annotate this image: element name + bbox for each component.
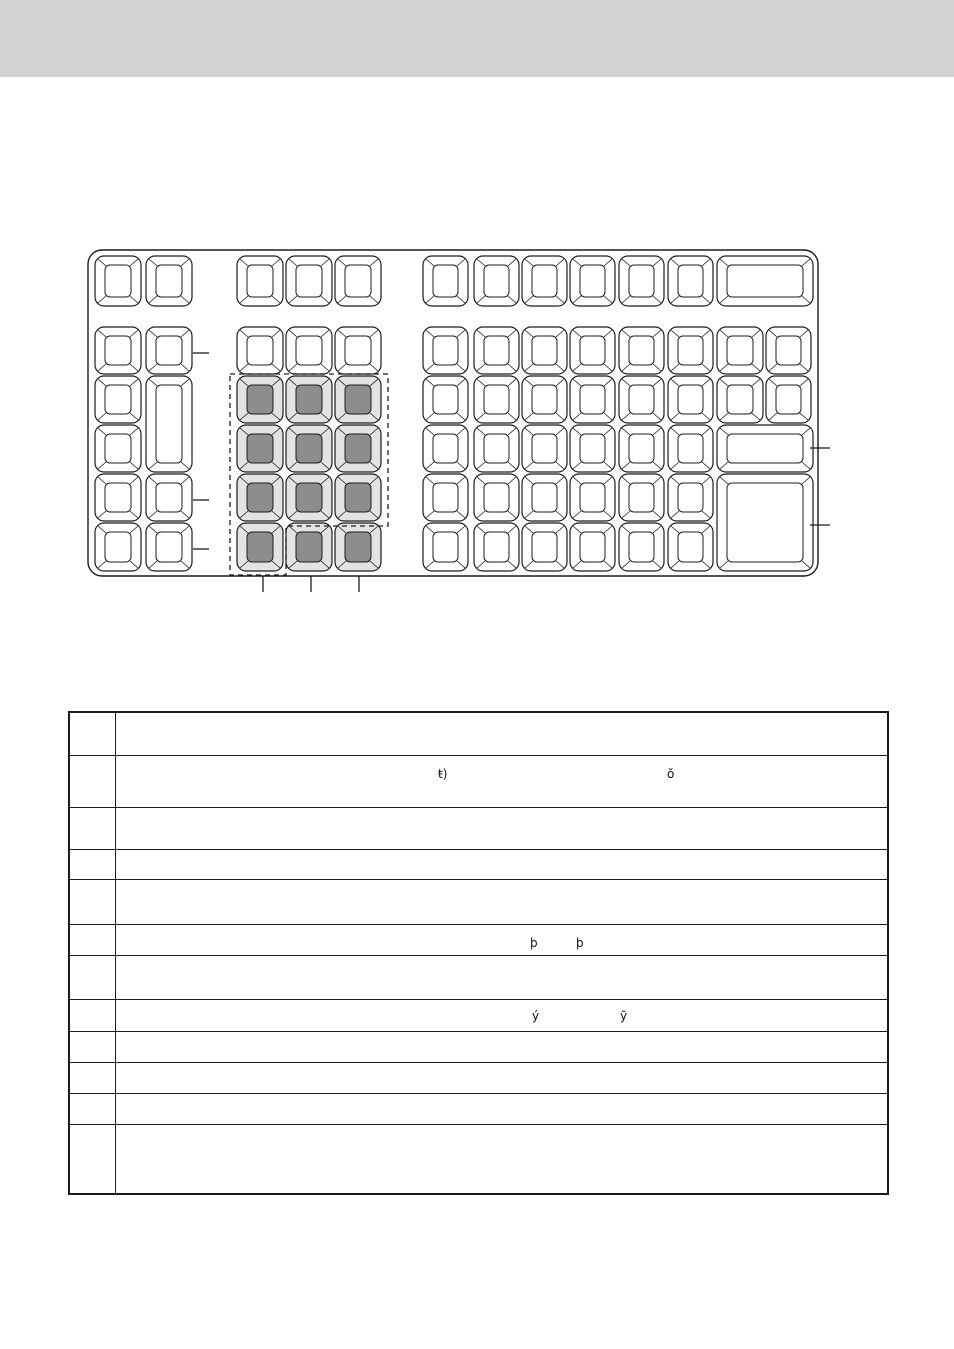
keyboard-key-shaded	[237, 474, 283, 521]
keyboard-key	[423, 474, 468, 521]
keyboard-key-shaded	[335, 425, 381, 472]
keyboard-key-shaded	[237, 523, 283, 571]
keyboard-key	[95, 425, 141, 472]
keyboard-key	[522, 376, 567, 423]
table-row	[70, 807, 887, 849]
keyboard-key	[474, 474, 519, 521]
keyboard-diagram	[0, 0, 954, 640]
row-number-cell	[70, 713, 116, 755]
keyboard-key	[619, 474, 664, 521]
table-row	[70, 955, 887, 999]
text-artifact: þ	[530, 936, 538, 950]
table-row	[70, 713, 887, 755]
keyboard-key	[286, 256, 332, 306]
keyboard-key	[146, 256, 192, 306]
keyboard-key	[423, 376, 468, 423]
keyboard-key	[95, 474, 141, 521]
keyboard-key	[766, 376, 811, 423]
row-number-cell	[70, 808, 116, 849]
table-row	[70, 755, 887, 807]
row-number-cell	[70, 1063, 116, 1093]
keyboard-key	[570, 256, 615, 306]
keyboard-key	[522, 327, 567, 374]
row-number-cell	[70, 1094, 116, 1124]
keyboard-key-shaded	[237, 376, 283, 423]
keyboard-key	[668, 425, 713, 472]
row-number-cell	[70, 925, 116, 955]
keyboard-key-shaded	[286, 523, 332, 571]
keyboard-key	[146, 327, 192, 374]
text-artifact: ỹ	[620, 1009, 628, 1023]
keyboard-key	[335, 256, 381, 306]
keyboard-key	[95, 523, 141, 571]
keyboard-key	[474, 256, 519, 306]
table-row	[70, 879, 887, 924]
keyboard-key	[570, 376, 615, 423]
keyboard-key	[237, 256, 283, 306]
keyboard-key	[570, 474, 615, 521]
keyboard-key	[619, 523, 664, 571]
keyboard-key	[717, 376, 763, 423]
text-artifact: ŏ	[667, 767, 675, 781]
keyboard-key-shaded	[237, 425, 283, 472]
table-row	[70, 849, 887, 879]
keyboard-key	[522, 523, 567, 571]
keyboard-key-shaded	[335, 474, 381, 521]
row-number-cell	[70, 850, 116, 879]
row-number-cell	[70, 1125, 116, 1193]
description-cell	[116, 850, 887, 879]
keyboard-key	[522, 425, 567, 472]
keyboard-key	[423, 256, 468, 306]
keyboard-key	[619, 376, 664, 423]
keyboard-key	[668, 523, 713, 571]
keyboard-key	[474, 376, 519, 423]
keyboard-key	[717, 256, 813, 306]
keyboard-key	[619, 425, 664, 472]
keyboard-key-shaded	[335, 523, 381, 571]
text-artifact: ý	[532, 1009, 540, 1023]
keyboard-key	[474, 425, 519, 472]
keyboard-key	[522, 474, 567, 521]
keyboard-key-shaded	[286, 474, 332, 521]
table-row	[70, 999, 887, 1031]
row-number-cell	[70, 1000, 116, 1031]
keyboard-key	[717, 474, 813, 571]
keyboard-key	[474, 327, 519, 374]
keyboard-key	[668, 474, 713, 521]
description-cell	[116, 925, 887, 955]
keyboard-key	[668, 327, 713, 374]
row-number-cell	[70, 956, 116, 999]
keyboard-key-shaded	[335, 376, 381, 423]
keyboard-key	[146, 376, 192, 472]
keyboard-key	[95, 256, 141, 306]
keyboard-key	[474, 523, 519, 571]
row-number-cell	[70, 756, 116, 807]
keyboard-key	[717, 425, 813, 472]
keyboard-key	[335, 327, 381, 374]
keyboard-key	[717, 327, 763, 374]
row-number-cell	[70, 1032, 116, 1062]
keyboard-key-shaded	[286, 425, 332, 472]
table-row	[70, 1031, 887, 1062]
text-artifact: ŧ)	[438, 767, 448, 781]
description-cell	[116, 880, 887, 924]
description-cell	[116, 956, 887, 999]
key-description-table	[68, 711, 889, 1195]
keyboard-key	[668, 256, 713, 306]
keyboard-key	[619, 256, 664, 306]
description-cell	[116, 1000, 887, 1031]
keyboard-key-shaded	[286, 376, 332, 423]
table-row	[70, 1124, 887, 1193]
description-cell	[116, 1094, 887, 1124]
keyboard-key	[95, 376, 141, 423]
row-number-cell	[70, 880, 116, 924]
description-cell	[116, 713, 887, 755]
table-row	[70, 924, 887, 955]
keyboard-key	[146, 474, 192, 521]
description-cell	[116, 1063, 887, 1093]
table-row	[70, 1062, 887, 1093]
keyboard-key	[766, 327, 811, 374]
keyboard-key	[570, 425, 615, 472]
keyboard-key	[237, 327, 283, 374]
text-artifact: þ	[576, 936, 584, 950]
keyboard-key	[95, 327, 141, 374]
keyboard-key	[423, 523, 468, 571]
description-cell	[116, 756, 887, 807]
keyboard-key	[146, 523, 192, 571]
keyboard-key	[668, 376, 713, 423]
table-row	[70, 1093, 887, 1124]
description-cell	[116, 1125, 887, 1193]
keyboard-key	[522, 256, 567, 306]
description-cell	[116, 1032, 887, 1062]
keyboard-key	[570, 523, 615, 571]
keyboard-key	[423, 327, 468, 374]
keyboard-key	[570, 327, 615, 374]
keyboard-key	[286, 327, 332, 374]
keyboard-key	[423, 425, 468, 472]
description-cell	[116, 808, 887, 849]
keyboard-key	[619, 327, 664, 374]
